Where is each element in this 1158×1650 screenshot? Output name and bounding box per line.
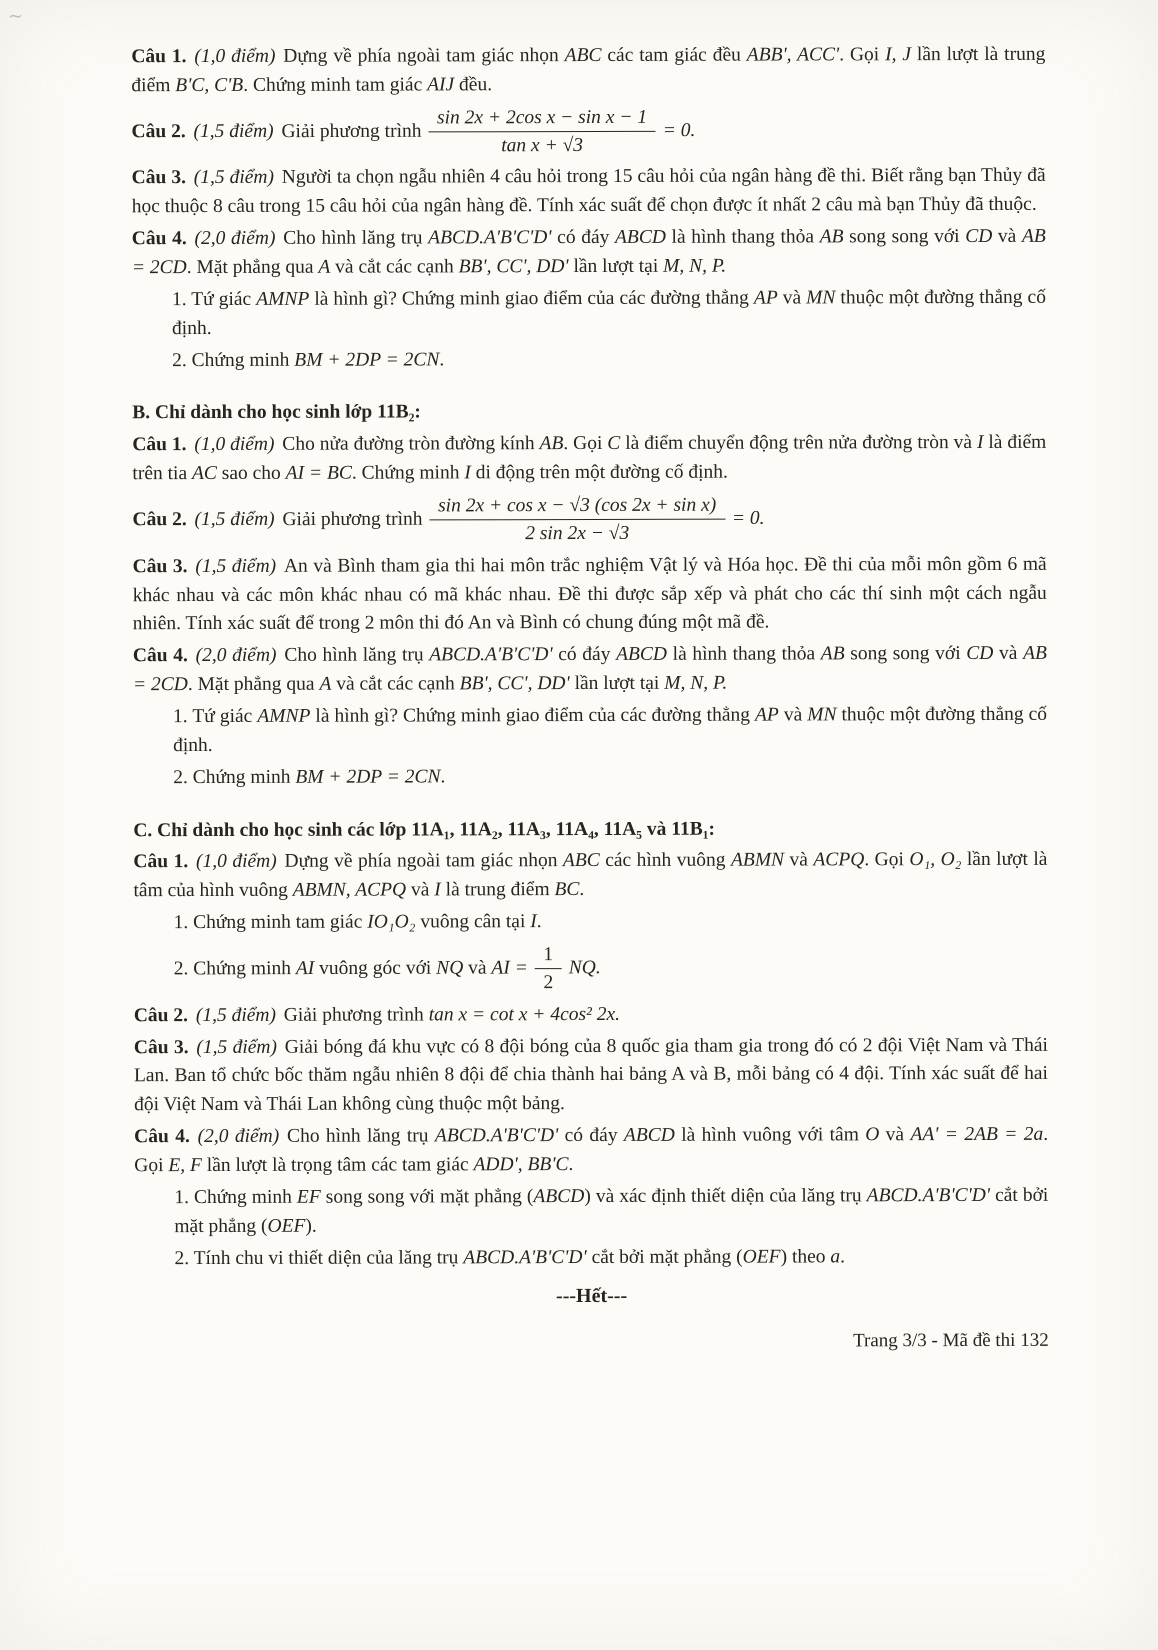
question-points: (1,5 điểm) (194, 509, 275, 531)
section-b-header: B. Chỉ dành cho học sinh lớp 11B₂: (132, 401, 421, 424)
question-label: Câu 2. (132, 509, 187, 531)
question-points: (2,0 điểm) (194, 227, 276, 250)
question-text: Cho hình lăng trụ ABCD.A'B'C'D' có đáy ABCD là hình thang thỏa AB song song với CD và AB = 2CD. Mặt phẳng qua A và cắt các cạnh BB', CC', DD' lần lượt tại M, N, P. (132, 643, 1047, 696)
equation-suffix: = 0. (731, 507, 765, 529)
question-text: An và Bình tham gia thi hai môn trắc nghiệm Vật lý và Hóa học. Đề thi của mỗi môn gồm 6 mã khác nhau và các môn khác nhau có mã khác nhau. Đề thi được sắp xếp và phát cho các thí sinh một cách ngẫu nhiên. Tính xác suất để trong 2 môn thi đó An và Bình có chung đúng một mã đề. (132, 553, 1047, 635)
question-a3 (132, 162, 1046, 222)
question-label: Câu 4. (132, 645, 188, 667)
question-points: (2,0 điểm) (195, 645, 277, 667)
question-c1-sub1: 1. Chứng minh tam giác IO₁O₂ vuông cân tại I. (173, 911, 542, 934)
question-b3 (133, 550, 1047, 639)
exam-content (131, 41, 1048, 1361)
question-text: Dựng về phía ngoài tam giác nhọn ABC các tam giác đều ABB', ACC'. Gọi I, J lần lượt là trung điểm B'C, C'B. Chứng minh tam giác AIJ đều. (131, 43, 1046, 97)
scan-artifact: ∼ (8, 6, 30, 26)
question-label: Câu 2. (131, 121, 186, 143)
question-points: (2,0 điểm) (197, 1125, 280, 1148)
question-points: (1,5 điểm) (193, 120, 274, 143)
question-c1 (133, 846, 1047, 906)
question-label: Câu 3. (131, 167, 186, 189)
question-label: Câu 1. (131, 46, 187, 68)
question-a1 (131, 41, 1045, 101)
question-a4-sub1: 1. Tứ giác AMNP là hình gì? Chứng minh giao điểm của các đường thẳng AP và MN thuộc một đường thẳng cố định. (171, 286, 1046, 339)
question-text: Cho hình lăng trụ ABCD.A'B'C'D' có đáy ABCD là hình vuông với tâm O và AA' = 2AB = 2a. Gọi E, F lần lượt là trọng tâm các tam giác ADD', BB'C. (134, 1123, 1049, 1177)
question-points: (1,0 điểm) (195, 851, 277, 873)
question-points: (1,0 điểm) (194, 45, 276, 68)
question-points: (1,0 điểm) (194, 434, 275, 456)
section-a (131, 41, 1046, 376)
question-label: Câu 4. (131, 228, 187, 250)
question-c2 (134, 999, 1048, 1030)
section-c-header: C. Chỉ dành cho học sinh các lớp 11A₁, 11A₂, 11A₃, 11A₄, 11A₅ và 11B₁: (133, 818, 716, 841)
subquestion-text-end: NQ. (568, 957, 601, 979)
question-points: (1,5 điểm) (195, 555, 277, 577)
question-c4-sub2: 2. Tính chu vi thiết diện của lăng trụ ABCD.A'B'C'D' cắt bởi mặt phẳng (OEF) theo a. (174, 1245, 846, 1269)
question-points: (1,5 điểm) (193, 167, 275, 189)
question-label: Câu 4. (134, 1126, 190, 1148)
question-b4-sub2: 2. Chứng minh BM + 2DP = 2CN. (173, 766, 446, 788)
question-c1-sub2 (134, 941, 1048, 997)
question-text: Dựng về phía ngoài tam giác nhọn ABC các hình vuông ABMN và ACPQ. Gọi O₁, O₂ lần lượt là tâm của hình vuông ABMN, ACPQ và I là trung điểm BC. (133, 849, 1048, 902)
question-a4-sub2: 2. Chứng minh BM + 2DP = 2CN. (172, 348, 445, 371)
question-c4 (134, 1121, 1048, 1181)
question-label: Câu 1. (132, 434, 187, 456)
question-points: (1,5 điểm) (196, 1036, 278, 1058)
fraction (535, 942, 562, 996)
page-footer: Trang 3/3 - Mã đề thi 132 (853, 1329, 1049, 1352)
fraction-numerator: 1 (535, 942, 562, 969)
fraction-numerator: sin 2x + 2cos x − sin x − 1 (428, 105, 656, 133)
fraction-numerator: sin 2x + cos x − √3 (cos 2x + sin x) (429, 493, 725, 521)
subquestion-text: 2. Chứng minh AI vuông góc với NQ và AI = (173, 957, 528, 980)
section-b (132, 397, 1047, 793)
section-c (133, 814, 1048, 1273)
question-label: Câu 2. (133, 1004, 189, 1026)
question-text: Giải bóng đá khu vực có 8 đội bóng của 8 quốc gia tham gia trong đó có 2 đội Việt Nam và Thái Lan. Ban tổ chức bốc thăm ngẫu nhiên 8 đội để chia thành hai bảng A và B, mỗi bảng có 4 đội. Tính xác suất để hai đội Việt Nam và Thái Lan không cùng thuộc một bảng. (133, 1034, 1049, 1116)
fraction-denominator: tan x + √3 (501, 135, 584, 157)
question-b1 (132, 429, 1046, 489)
equation-prefix: Giải phương trình (282, 508, 423, 531)
fraction (428, 105, 656, 159)
question-text: Người ta chọn ngẫu nhiên 4 câu hỏi trong 15 câu hỏi của ngân hàng đề thi. Biết rằng bạn Thủy đã học thuộc 8 câu trong 15 câu hỏi của ngân hàng đề. Tính xác suất để chọn được ít nhất 2 câu mà bạn Thủy đã thuộc. (131, 165, 1046, 218)
question-points: (1,5 điểm) (195, 1004, 276, 1026)
question-b4 (133, 640, 1047, 700)
question-text: Cho nửa đường tròn đường kính AB. Gọi C là điểm chuyển động trên nửa đường tròn và I là điểm trên tia AC sao cho AI = BC. Chứng minh I di động trên một đường cố định. (132, 432, 1047, 485)
question-b2 (132, 492, 1046, 548)
end-marker: ---Hết--- (556, 1285, 628, 1308)
question-label: Câu 3. (133, 1036, 189, 1058)
fraction (429, 493, 725, 547)
question-c3 (134, 1031, 1048, 1120)
question-text: Giải phương trình tan x = cot x + 4cos² 2x. (283, 1003, 621, 1026)
fraction-denominator: 2 sin 2x − √3 (525, 523, 630, 545)
equation-prefix: Giải phương trình (281, 120, 422, 142)
equation-suffix: = 0. (662, 119, 696, 141)
question-a4 (132, 223, 1046, 283)
question-text: Cho hình lăng trụ ABCD.A'B'C'D' có đáy ABCD là hình thang thỏa AB song song với CD và AB = 2CD. Mặt phẳng qua A và cắt các cạnh BB', CC', DD' lần lượt tại M, N, P. (131, 225, 1046, 279)
question-b4-sub1: 1. Tứ giác AMNP là hình gì? Chứng minh giao điểm của các đường thẳng AP và MN thuộc một đường thẳng cố định. (173, 703, 1048, 756)
question-a2 (131, 104, 1045, 160)
question-label: Câu 1. (133, 851, 189, 873)
fraction-denominator: 2 (543, 972, 554, 994)
question-label: Câu 3. (132, 555, 188, 577)
question-c4-sub1: 1. Chứng minh EF song song với mặt phẳng (ABCD) và xác định thiết diện của lăng trụ ABCD.A'B'C'D' cắt bởi mặt phẳng (OEF). (174, 1184, 1049, 1237)
